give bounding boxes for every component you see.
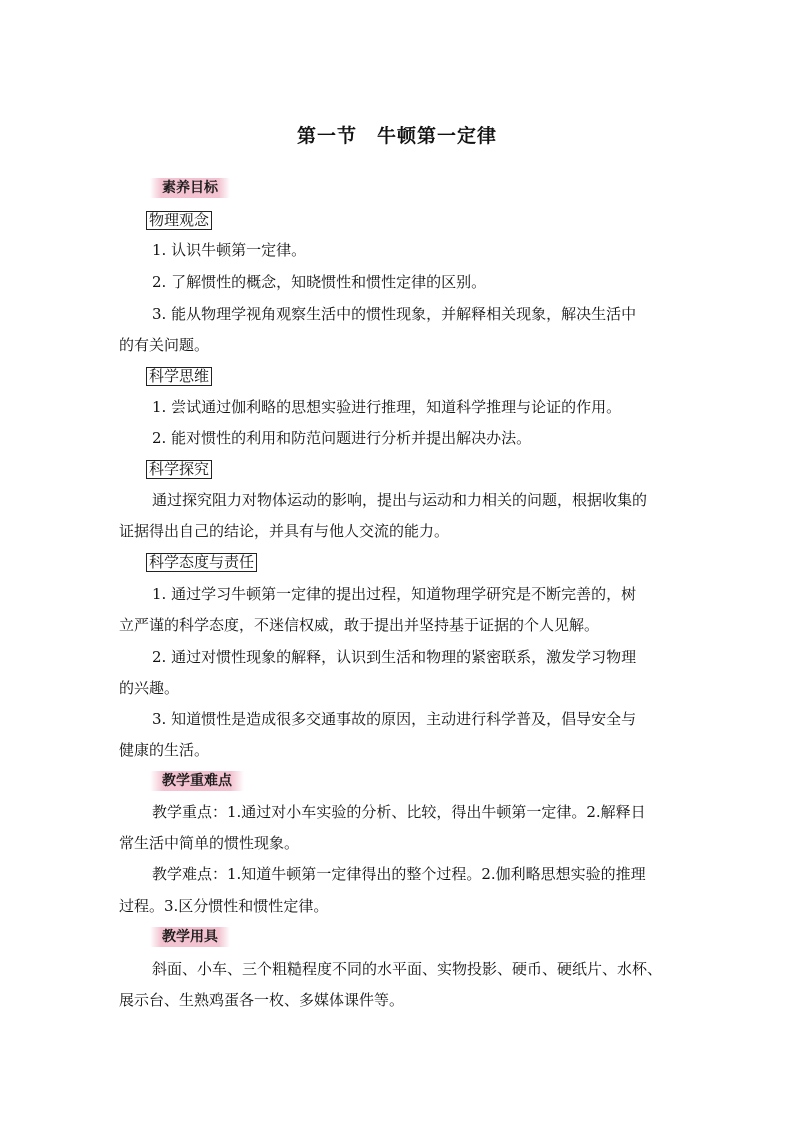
section-tools-banner: 教学用具 — [150, 927, 230, 947]
subsection-attitude-label: 科学态度与责任 — [149, 553, 255, 571]
subsection-scientific-inquiry — [146, 460, 212, 479]
physics-concept-item-2: 2. 了解惯性的概念，知晓惯性和惯性定律的区别。 — [152, 273, 487, 291]
subsection-physics-concept-label: 物理观念 — [149, 211, 210, 229]
subsection-scientific-thinking — [146, 367, 212, 386]
physics-concept-item-1: 1. 认识牛顿第一定律。 — [152, 241, 307, 259]
key-point-focus: 教学重点：1.通过对小车实验的分析、比较，得出牛顿第一定律。2.解释日 — [152, 803, 646, 821]
physics-concept-item-3: 3. 能从物理学视角观察生活中的惯性现象，并解释相关现象，解决生活中 — [152, 305, 637, 323]
key-point-difficulty-cont: 过程。3.区分惯性和惯性定律。 — [119, 897, 329, 915]
scientific-thinking-item-2: 2. 能对惯性的利用和防范问题进行分析并提出解决办法。 — [152, 429, 532, 447]
physics-concept-item-3-cont: 的有关问题。 — [119, 336, 210, 354]
section-key-points-banner: 教学重难点 — [150, 771, 244, 791]
attitude-item-2: 2. 通过对惯性现象的解释，认识到生活和物理的紧密联系，激发学习物理 — [152, 648, 637, 666]
scientific-inquiry-para-cont: 证据得出自己的结论，并具有与他人交流的能力。 — [119, 522, 450, 540]
key-point-focus-cont: 常生活中简单的惯性现象。 — [119, 834, 300, 852]
attitude-item-1-cont: 立严谨的科学态度，不迷信权威，敢于提出并坚持基于证据的个人见解。 — [119, 616, 600, 634]
attitude-item-3-cont: 健康的生活。 — [119, 741, 210, 759]
tools-list-cont: 展示台、生熟鸡蛋各一枚、多媒体课件等。 — [119, 991, 405, 1009]
attitude-item-3: 3. 知道惯性是造成很多交通事故的原因，主动进行科学普及，倡导安全与 — [152, 710, 637, 728]
tools-list: 斜面、小车、三个粗糙程度不同的水平面、实物投影、硬币、硬纸片、水杯、 — [152, 960, 663, 978]
scientific-inquiry-para: 通过探究阻力对物体运动的影响，提出与运动和力相关的问题，根据收集的 — [152, 491, 648, 509]
attitude-item-2-cont: 的兴趣。 — [119, 679, 180, 697]
section-goals-banner: 素养目标 — [150, 178, 230, 198]
page-title: 第一节 牛顿第一定律 — [296, 125, 497, 147]
subsection-physics-concept — [146, 211, 212, 230]
scientific-thinking-item-1: 1. 尝试通过伽利略的思想实验进行推理，知道科学推理与论证的作用。 — [152, 398, 622, 416]
subsection-attitude — [146, 553, 257, 572]
key-point-difficulty: 教学难点：1.知道牛顿第一定律得出的整个过程。2.伽利略思想实验的推理 — [152, 865, 646, 883]
subsection-scientific-thinking-label: 科学思维 — [149, 367, 210, 385]
attitude-item-1: 1. 通过学习牛顿第一定律的提出过程，知道物理学研究是不断完善的，树 — [152, 585, 637, 603]
subsection-scientific-inquiry-label: 科学探究 — [149, 460, 210, 478]
